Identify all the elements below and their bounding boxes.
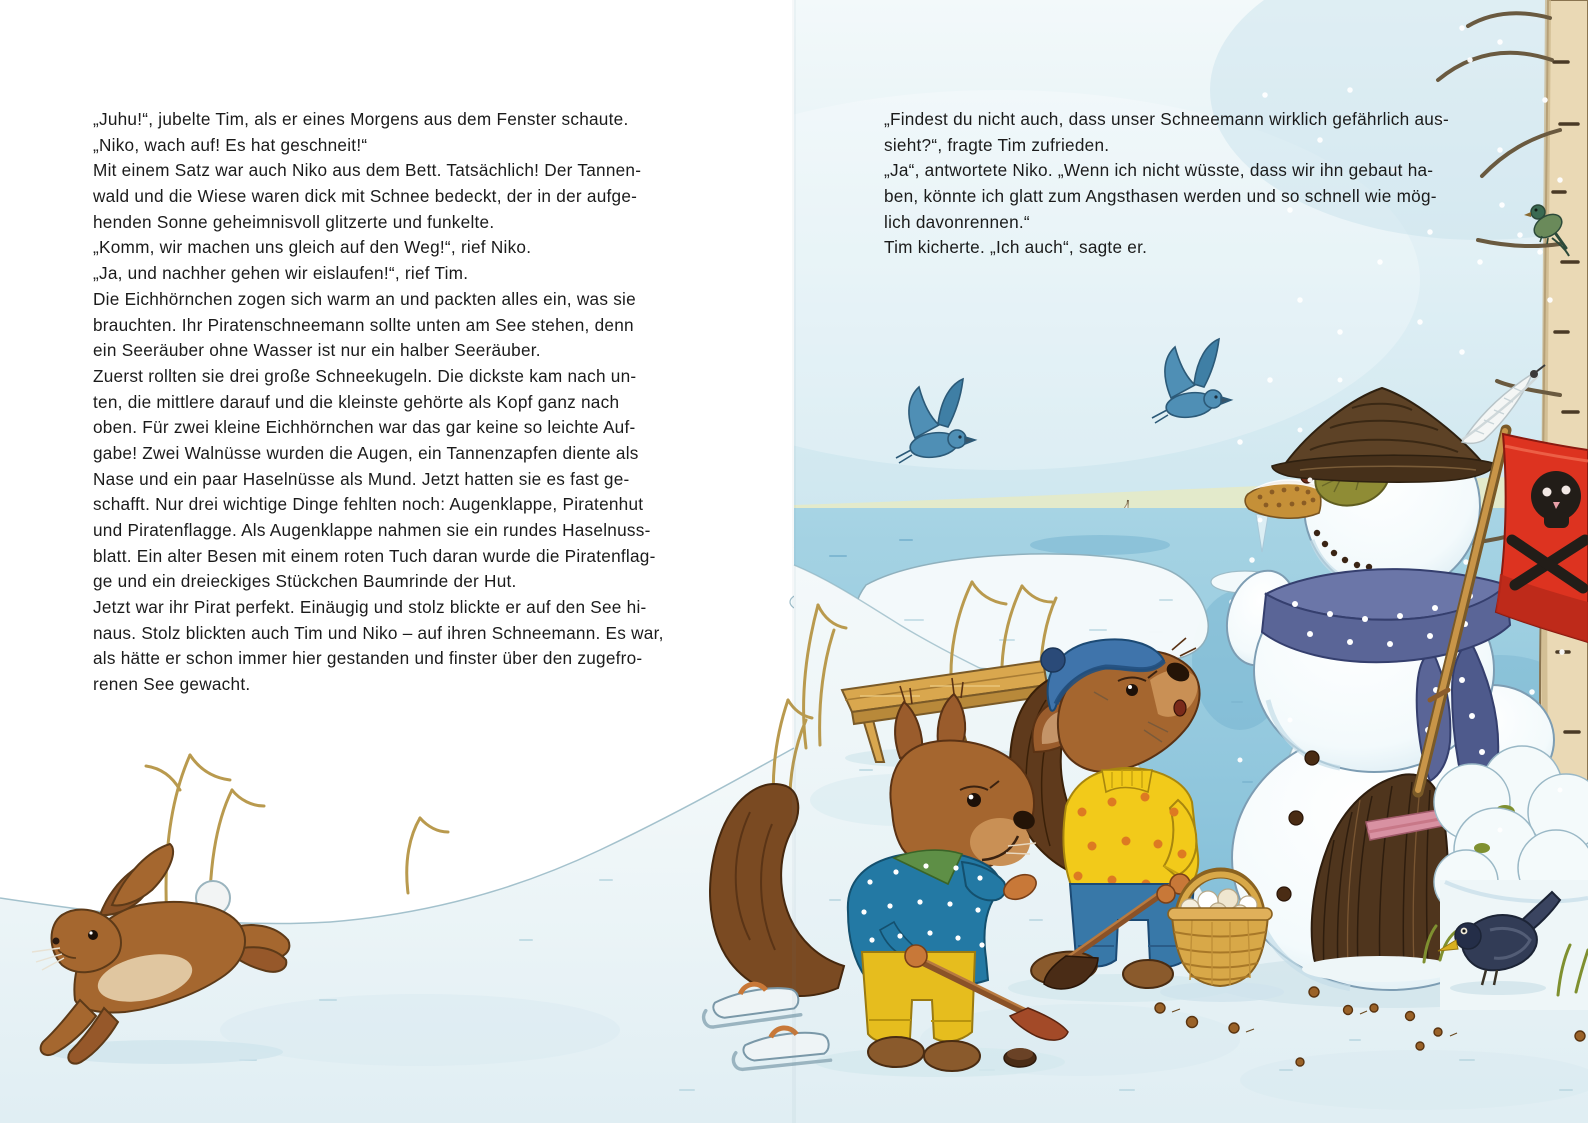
- text-line: blatt. Ein alter Besen mit einem roten Tuch daran wurde die Piratenflag-: [93, 545, 656, 566]
- open-mouth: [1174, 700, 1186, 716]
- text-line: „Komm, wir machen uns gleich auf den Weg!“, rief Niko.: [93, 237, 532, 258]
- text-line: „Ja, und nachher gehen wir eislaufen!“, rief Tim.: [93, 263, 469, 284]
- text-line: „Ja“, antwortete Niko. „Wenn ich nicht wüsste, dass wir ihn gebaut ha-: [884, 160, 1434, 181]
- text-line: „Findest du nicht auch, dass unser Schneemann wirklich gefährlich aus-: [884, 109, 1449, 129]
- text-line: naus. Stolz blickten auch Tim und Niko – auf ihren Schneemann. Es war,: [93, 622, 664, 643]
- text-line: Mit einem Satz war auch Niko aus dem Bett. Tatsächlich! Der Tannen-: [93, 160, 642, 181]
- text-line: lich davonrennen.“: [884, 211, 1030, 232]
- pirate-flag-illustration: [1496, 434, 1588, 642]
- left-page-text: [93, 107, 718, 698]
- squirrel-paw: [905, 945, 927, 967]
- text-line: ein Seeräuber ohne Wasser ist nur ein halber Seeräuber.: [93, 340, 541, 361]
- right-page-text: [884, 107, 1499, 261]
- text-line: schafft. Nur drei wichtige Dinge fehlten noch: Augenklappe, Piratenhut: [93, 494, 644, 515]
- text-line: als hätte er schon immer hier gestanden und finster über den zugefro-: [93, 648, 643, 669]
- text-line: Zuerst rollten sie drei große Schneekugeln. Die dickste kam nach un-: [93, 365, 637, 386]
- pompom: [1041, 648, 1065, 672]
- puck: [1004, 1048, 1036, 1067]
- text-line: gabe! Zwei Walnüsse wurden die Augen, ein Tannenzapfen diente als: [93, 442, 639, 463]
- page-gutter: [792, 0, 796, 1123]
- text-line: und Piratenflagge. Als Augenklappe nahmen sie ein rundes Haselnuss-: [93, 520, 651, 540]
- text-line: Tim kicherte. „Ich auch“, sagte er.: [884, 237, 1148, 258]
- squirrel-foot: [924, 1041, 980, 1071]
- squirrel-foot: [1123, 960, 1173, 988]
- squirrel-paw: [1157, 885, 1175, 903]
- text-line: Nase und ein paar Haselnüsse als Mund. Jetzt hatten sie es fast ge-: [93, 468, 630, 489]
- text-line: ten, die mittlere darauf und die kleinste gehörte als Kopf ganz nach: [93, 391, 620, 412]
- text-line: oben. Für zwei kleine Eichhörnchen war das gar keine so leichte Auf-: [93, 417, 636, 438]
- text-line: ge und ein dreieckiges Stückchen Baumrinde der Hut.: [93, 571, 517, 592]
- text-line: „Niko, wach auf! Es hat geschneit!“: [93, 134, 368, 155]
- text-line: „Juhu!“, jubelte Tim, als er eines Morgens aus dem Fenster schaute.: [93, 109, 629, 129]
- text-line: Die Eichhörnchen zogen sich warm an und packten alles ein, was sie: [93, 288, 636, 309]
- text-line: wald und die Wiese waren dick mit Schnee bedeckt, der in der aufge-: [93, 186, 638, 207]
- squirrel-foot: [868, 1037, 924, 1067]
- text-line: henden Sonne geheimnisvoll glitzerte und funkelte.: [93, 211, 495, 232]
- basket-rim: [1168, 908, 1272, 920]
- text-line: renen See gewacht.: [93, 674, 251, 695]
- text-line: brauchten. Ihr Piratenschneemann sollte unten am See stehen, denn: [93, 314, 634, 335]
- text-line: ben, könnte ich glatt zum Angsthasen werden und so schnell wie mög-: [884, 186, 1437, 207]
- text-line: Jetzt war ihr Pirat perfekt. Einäugig und stolz blickte er auf den See hi-: [93, 597, 647, 618]
- text-line: sieht?“, fragte Tim zufrieden.: [884, 134, 1110, 155]
